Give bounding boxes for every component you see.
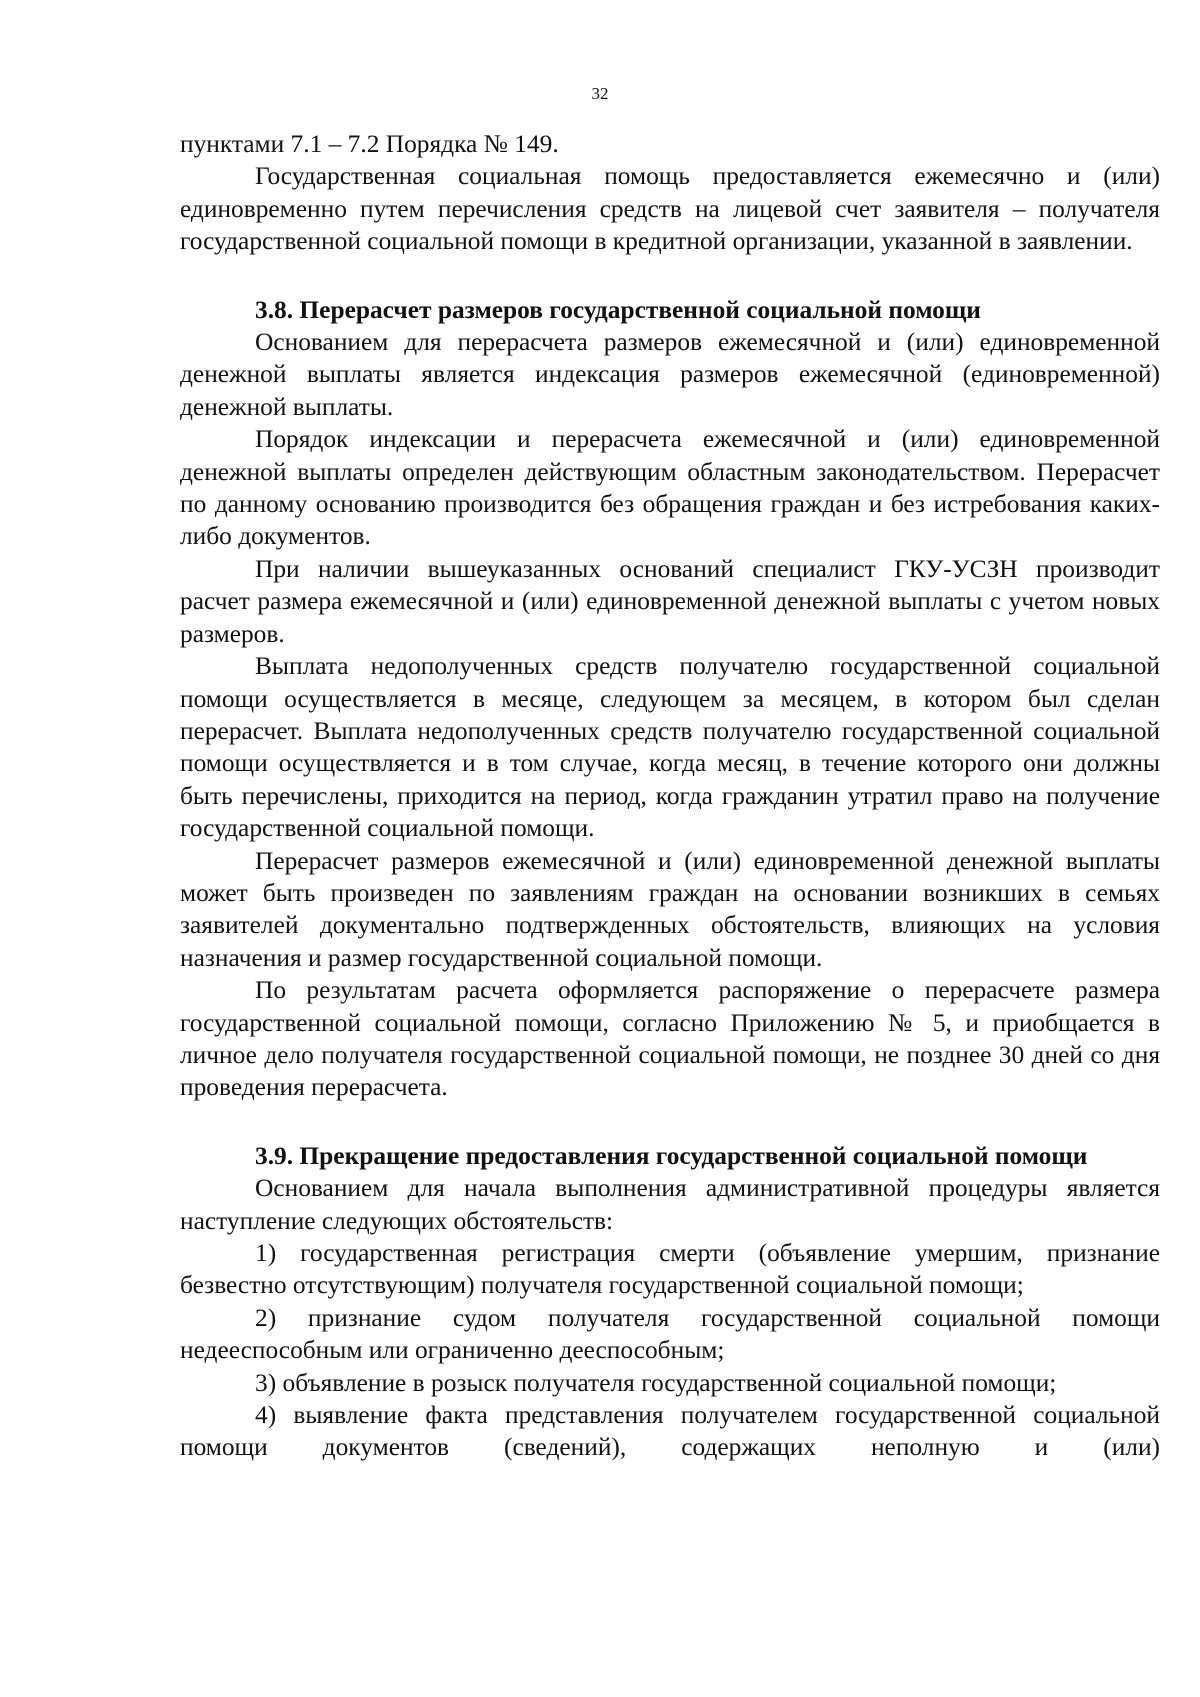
paragraph-recalc-basis: Основанием для перерасчета размеров ежемесячной и (или) единовременной денежной выплаты является индексация размеров ежемесячной (единовременной) денежной выплаты. (180, 328, 1160, 421)
paragraph-underpaid-funds: Выплата недополученных средств получателю государственной социальной помощи осуществляется в месяце, следующем за месяцем, в котором был сделан перерасчет. Выплата недополученных средств получателю государственной социальной помощи осуществляется и в том случае, когда месяц, в течение которого они должны быть перечислены, приходится на период, когда гражданин утратил право на получение государственной социальной помощи. (180, 652, 1160, 843)
section-heading-3-8: 3.8. Перерасчет размеров государственной социальной помощи (255, 295, 981, 324)
list-item-1: 1) государственная регистрация смерти (объявление умершим, признание безвестно отсутствующим) получателя государственной социальной помощи; (180, 1239, 1160, 1300)
paragraph-payment-method: Государственная социальная помощь предоставляется ежемесячно и (или) единовременно путем перечисления средств на лицевой счет заявителя – получателя государственной социальной помощи в кредитной организации, указанной в заявлении. (180, 162, 1160, 256)
paragraph-indexation-order: Порядок индексации и перерасчета ежемесячной и (или) единовременной денежной выплаты определен действующим областным законодательством. Перерасчет по данному основанию производится без обращения граждан и без истребования каких-либо документов. (180, 425, 1160, 551)
list-item-2: 2) признание судом получателя государственной социальной помощи недееспособным или ограниченно дееспособным; (180, 1303, 1160, 1365)
paragraph-specialist-calc: При наличии вышеуказанных оснований специалист ГКУ-УСЗН производит расчет размера ежемесячной и (или) единовременной денежной выплаты с учетом новых размеров. (180, 554, 1160, 648)
list-item-3: 3) объявление в розыск получателя государственной социальной помощи; (255, 1368, 1057, 1397)
list-item-4: 4) выявление факта представления получателем государственной социальной помощи документов (сведений), содержащих неполную и (или) (180, 1401, 1160, 1462)
paragraph-recalc-on-request: Перерасчет размеров ежемесячной и (или) единовременной денежной выплаты может быть произведен по заявлениям граждан на основании возникших в семьях заявителей документально подтвержденных обстоятельств, влияющих на условия назначения и размер государственной социальной помощи. (180, 846, 1160, 972)
page-number: 32 (591, 84, 609, 103)
paragraph-recalc-order-document: По результатам расчета оформляется распоряжение о перерасчете размера государственной социальной помощи, согласно Приложению № 5, и приобщается в личное дело получателя государственной социальной помощи, не позднее 30 дней со дня проведения перерасчета. (180, 976, 1160, 1102)
paragraph-termination-basis: Основанием для начала выполнения административной процедуры является наступление следующих обстоятельств: (180, 1174, 1160, 1235)
section-heading-3-9: 3.9. Прекращение предоставления государственной социальной помощи (255, 1141, 1088, 1170)
document-body (180, 128, 1160, 1464)
paragraph-continuation: пунктами 7.1 – 7.2 Порядка № 149. (180, 130, 559, 158)
